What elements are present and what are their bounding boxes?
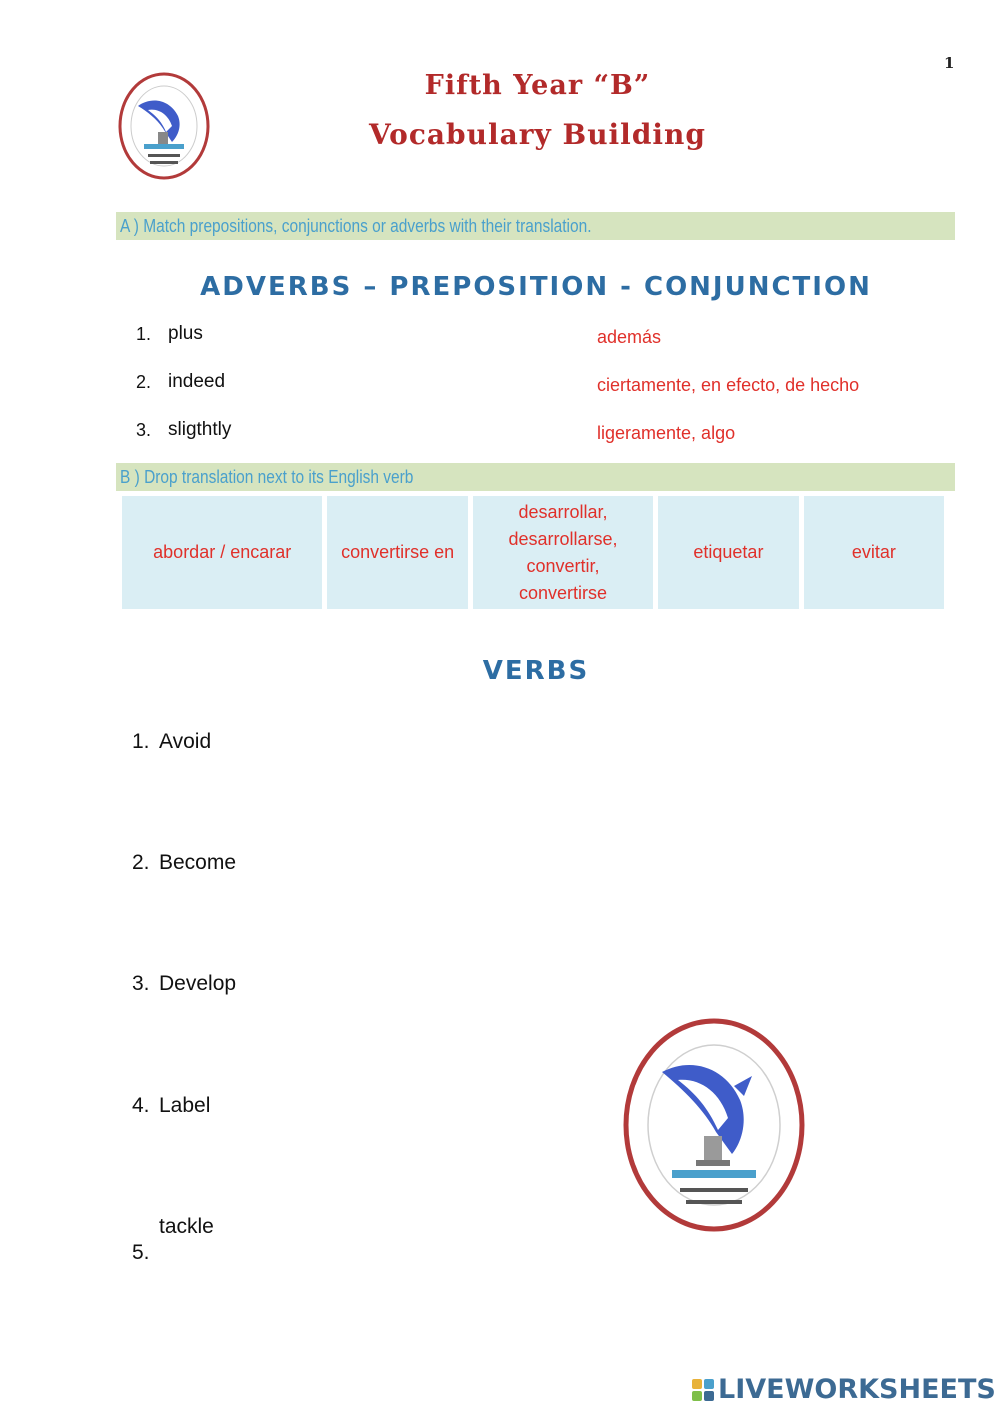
footer-brand-text[interactable]: LIVEWORKSHEETS <box>718 1374 996 1405</box>
footer-brand <box>692 1374 996 1405</box>
adverb-number-1: 1. <box>136 324 152 344</box>
adverb-number-3: 3. <box>136 420 152 440</box>
instruction-b <box>116 463 955 491</box>
adverb-translation-3[interactable]: ligeramente, algo <box>597 423 736 443</box>
word-bank-item-2[interactable]: convertirse en <box>327 496 467 609</box>
verb-number-5: 5. <box>132 1241 150 1264</box>
instruction-b-text: B ) Drop translation next to its English verb <box>120 467 414 487</box>
word-bank-item-1[interactable]: abordar / encarar <box>122 496 322 609</box>
verbs-heading: VERBS <box>482 656 590 686</box>
worksheet-subtitle: Vocabulary Building <box>369 118 706 151</box>
page-number: 1 <box>944 54 955 72</box>
adverb-number-2: 2. <box>136 372 152 392</box>
instruction-a-text: A ) Match prepositions, conjunctions or adverbs with their translation. <box>120 216 592 236</box>
verb-number-2: 2. <box>132 851 150 874</box>
verb-number-3: 3. <box>132 972 150 995</box>
adverbs-heading: ADVERBS – PREPOSITION - CONJUNCTION <box>200 272 872 302</box>
adverb-word-1: plus <box>168 323 203 344</box>
adverb-translation-2[interactable]: ciertamente, en efecto, de hecho <box>597 375 860 395</box>
verb-word-3: Develop <box>159 972 237 995</box>
verb-word-4: Label <box>159 1094 211 1117</box>
word-bank-item-5[interactable]: evitar <box>804 496 944 609</box>
liveworksheets-icon <box>692 1379 714 1401</box>
school-logo-large <box>622 1016 806 1234</box>
adverb-translation-1[interactable]: además <box>597 327 662 347</box>
verb-word-1: Avoid <box>159 730 212 753</box>
verb-number-1: 1. <box>132 730 150 753</box>
word-bank <box>122 496 944 609</box>
verb-word-5: tackle <box>159 1215 214 1238</box>
word-bank-item-4[interactable]: etiquetar <box>658 496 798 609</box>
instruction-a <box>116 212 955 240</box>
verb-number-4: 4. <box>132 1094 150 1117</box>
worksheet-title: Fifth Year “B” <box>424 70 651 101</box>
verb-word-2: Become <box>159 851 237 874</box>
word-bank-item-3[interactable]: desarrollar, desarrollarse, convertir, convertirse <box>473 496 653 609</box>
adverb-word-3: sligthtly <box>168 419 232 440</box>
adverb-word-2: indeed <box>168 371 226 392</box>
